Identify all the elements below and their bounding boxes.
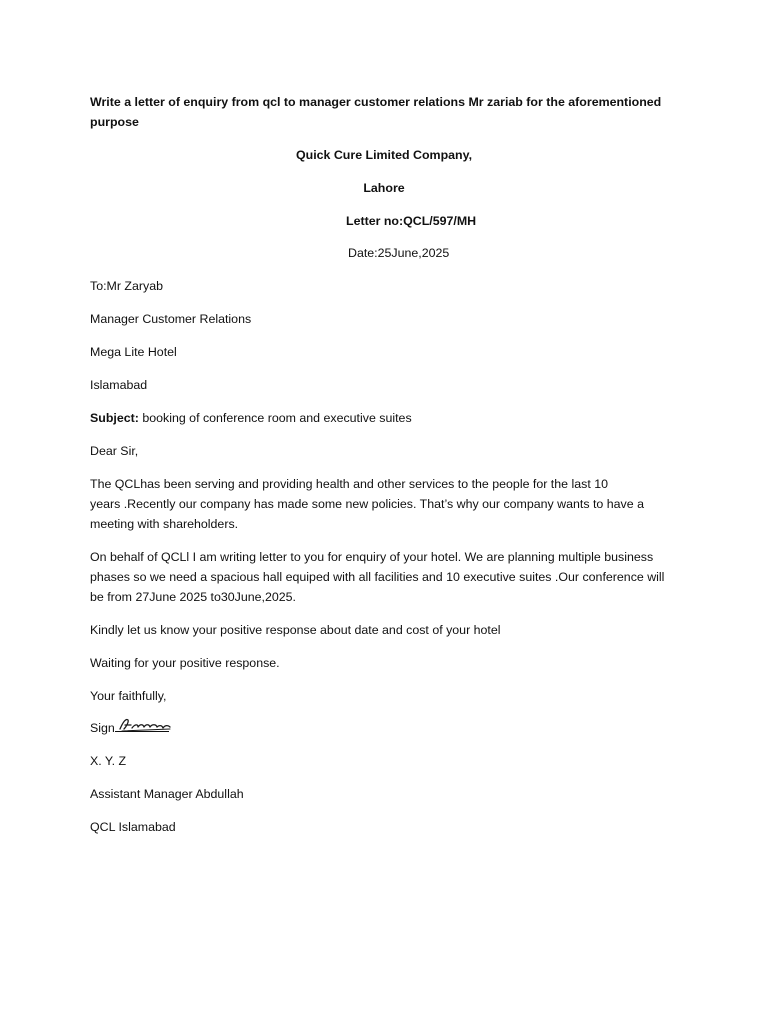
recipient-title: Manager Customer Relations bbox=[90, 312, 252, 326]
recipient-to: To:Mr Zaryab bbox=[90, 279, 163, 293]
prompt-line-2: purpose bbox=[90, 115, 139, 129]
recipient-city: Islamabad bbox=[90, 378, 148, 392]
body-paragraph-1-line-1: The QCLhas been serving and providing health and other services to the people for the last 10 bbox=[90, 477, 608, 491]
body-paragraph-2-line-1: On behalf of QCLl I am writing letter to you for enquiry of your hotel. We are planning multiple business bbox=[90, 550, 654, 564]
signatory-office: QCL Islamabad bbox=[90, 820, 176, 834]
body-paragraph-1-line-2: years .Recently our company has made some new policies. That’s why our company wants to have a bbox=[90, 497, 644, 511]
body-paragraph-1-line-3: meeting with shareholders. bbox=[90, 517, 239, 531]
prompt-line-1: Write a letter of enquiry from qcl to manager customer relations Mr zariab for the aforementioned bbox=[90, 95, 662, 109]
letter-number: Letter no:QCL/597/MH bbox=[346, 214, 477, 228]
sender-company: Quick Cure Limited Company, bbox=[295, 148, 473, 162]
valediction: Your faithfully, bbox=[90, 689, 167, 703]
subject-text: booking of conference room and executive suites bbox=[138, 411, 412, 425]
body-paragraph-2-line-3: be from 27June 2025 to30June,2025. bbox=[90, 590, 296, 604]
salutation: Dear Sir, bbox=[90, 444, 139, 458]
subject-line bbox=[90, 408, 412, 428]
sign-label: Sign bbox=[90, 721, 115, 735]
recipient-org: Mega Lite Hotel bbox=[90, 345, 177, 359]
sender-city: Lahore bbox=[363, 181, 405, 195]
signatory-initials: X. Y. Z bbox=[90, 754, 127, 768]
subject-label: Subject: bbox=[90, 411, 139, 425]
body-paragraph-3: Kindly let us know your positive response about date and cost of your hotel bbox=[90, 623, 501, 637]
body-paragraph-4: Waiting for your positive response. bbox=[90, 656, 280, 670]
handwritten-signature bbox=[116, 714, 174, 736]
letter-date: Date:25June,2025 bbox=[348, 246, 450, 260]
signatory-name: Assistant Manager Abdullah bbox=[90, 787, 244, 801]
body-paragraph-2-line-2: phases so we need a spacious hall equiped with all facilities and 10 executive suites .Our conference will bbox=[90, 570, 665, 584]
